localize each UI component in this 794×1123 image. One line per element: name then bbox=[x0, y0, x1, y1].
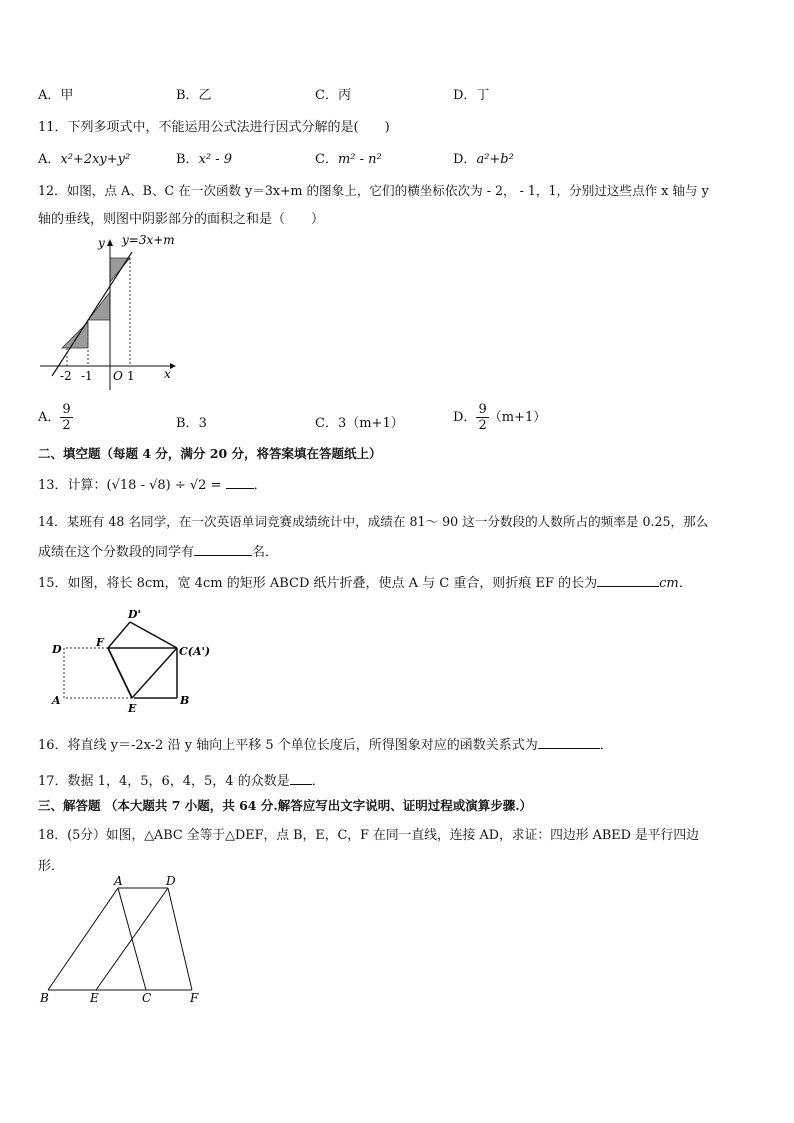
segment-ab bbox=[48, 888, 118, 990]
q10-option-c: C．丙 bbox=[315, 88, 351, 103]
q17-stem bbox=[38, 770, 325, 789]
q12-option-b bbox=[176, 412, 207, 431]
q12-option-d bbox=[453, 402, 546, 433]
q16-text: 16．将直线 y＝-2x-2 沿 y 轴向上平移 5 个单位长度后，所得图象对应的函数关系式为 bbox=[38, 738, 538, 753]
x-axis-arrow bbox=[170, 363, 176, 369]
q11-option-c bbox=[315, 148, 382, 167]
option-label: C． bbox=[315, 152, 338, 167]
q13-prefix: 13．计算： bbox=[38, 478, 107, 493]
label-a: A bbox=[114, 874, 123, 888]
q16-answer-blank[interactable] bbox=[538, 735, 600, 749]
label-d-prime: D' bbox=[128, 608, 141, 621]
q17-text: ． bbox=[311, 774, 325, 789]
q18-stem-line2: 形． bbox=[38, 859, 65, 874]
q14-stem-line2 bbox=[38, 541, 278, 560]
option-label: A． bbox=[38, 410, 61, 425]
q12-stem-line2: 轴的垂线，则图中阴影部分的面积之和是（ ） bbox=[38, 212, 325, 227]
label-f: F bbox=[190, 991, 199, 1005]
q13-suffix: ． bbox=[253, 478, 267, 493]
q15-stem bbox=[38, 572, 692, 591]
function-label: y=3x+m bbox=[122, 233, 175, 247]
q18-figure bbox=[34, 874, 214, 1006]
q15-figure bbox=[44, 600, 234, 720]
option-label: A． bbox=[38, 152, 61, 167]
tick-label: -1 bbox=[81, 369, 93, 383]
q12-stem-line1: 12．如图，点 A、B、C 在一次函数 y＝3x+m 的图象上，它们的横坐标依次为 - 2， - 1，1，分别过这些点作 x 轴与 y bbox=[38, 183, 709, 198]
origin-label: O bbox=[113, 369, 123, 383]
option-value: 3 bbox=[198, 416, 207, 431]
edge-ec bbox=[132, 648, 177, 698]
option-label: D． bbox=[453, 410, 477, 425]
label-b: B bbox=[40, 991, 49, 1005]
option-label: C． bbox=[315, 416, 338, 431]
q12-graph bbox=[30, 230, 190, 395]
label-f: F bbox=[96, 636, 104, 649]
q16-text: ． bbox=[599, 738, 613, 753]
q11-option-a bbox=[38, 148, 130, 167]
label-a: A bbox=[52, 694, 61, 707]
segment-de bbox=[96, 888, 168, 990]
q18-stem-line1: 18．(5分）如图，△ABC 全等于△DEF，点 B，E，C，F 在同一直线，连接 AD，求证：四边形 ABED 是平行四边 bbox=[38, 828, 699, 843]
q10-option-b: B．乙 bbox=[176, 88, 212, 103]
option-expr: x²+2xy+y² bbox=[60, 152, 131, 167]
option-expr: m² - n² bbox=[337, 152, 382, 167]
label-b: B bbox=[180, 694, 190, 707]
q11-stem: 11．下列多项式中，不能运用公式法进行因式分解的是( ) bbox=[38, 120, 390, 135]
crease-ef bbox=[108, 648, 132, 698]
q12-option-c bbox=[315, 412, 404, 431]
q15-text: cm． bbox=[659, 576, 692, 591]
q14-text: 名． bbox=[252, 545, 279, 560]
q12-option-a bbox=[38, 402, 73, 433]
option-label: B． bbox=[176, 416, 199, 431]
option-expr: a²+b² bbox=[476, 152, 514, 167]
option-label: D． bbox=[453, 152, 477, 167]
q14-stem-line1: 14．某班有 48 名同学，在一次英语单词竞赛成绩统计中，成绩在 81～ 90 这一分数段的人数所占的频率是 0.25，那么 bbox=[38, 514, 709, 529]
fraction: $\frac{9}{2}$ bbox=[62, 402, 71, 433]
q16-stem bbox=[38, 734, 613, 753]
q13-answer-blank[interactable] bbox=[226, 475, 254, 489]
segment-df bbox=[168, 888, 192, 990]
q17-text: 17．数据 1，4，5，6，4，5，4 的众数是 bbox=[38, 774, 290, 789]
q14-answer-blank[interactable] bbox=[194, 542, 252, 556]
option-value: （m+1） bbox=[488, 410, 547, 425]
q10-option-a: A．甲 bbox=[38, 88, 74, 103]
label-e: E bbox=[128, 702, 137, 715]
x-axis-label: x bbox=[164, 367, 171, 381]
tick-label: -2 bbox=[60, 369, 72, 383]
label-c: C bbox=[142, 991, 152, 1005]
label-e: E bbox=[90, 991, 99, 1005]
y-axis-arrow bbox=[107, 239, 113, 246]
q11-option-b bbox=[176, 148, 232, 167]
edge-fd-prime bbox=[108, 622, 130, 648]
y-axis-label: y bbox=[98, 236, 105, 250]
label-c-a-prime: C(A') bbox=[179, 645, 211, 658]
function-line bbox=[52, 252, 132, 376]
label-d: D bbox=[166, 874, 176, 888]
q17-answer-blank[interactable] bbox=[290, 771, 312, 785]
section3-heading: 三、解答题 （本大题共 7 小题，共 64 分.解答应写出文字说明、证明过程或演算步骤.） bbox=[38, 798, 533, 813]
q13-line bbox=[38, 474, 267, 493]
q14-text: 成绩在这个分数段的同学有 bbox=[38, 545, 195, 560]
section2-heading: 二、填空题（每题 4 分，满分 20 分，将答案填在答题纸上） bbox=[38, 446, 382, 461]
q11-option-d bbox=[453, 148, 514, 167]
q10-option-d: D．丁 bbox=[453, 88, 490, 103]
q13-expression: (√18 - √8) ÷ √2 = bbox=[106, 478, 222, 493]
edge-d-prime-c bbox=[130, 622, 177, 648]
rect-dotted-edges bbox=[64, 648, 132, 698]
option-expr: x² - 9 bbox=[198, 152, 233, 167]
q15-text: 15．如图，将长 8cm，宽 4cm 的矩形 ABCD 纸片折叠，使点 A 与 C 重合，则折痕 EF 的长为 bbox=[38, 576, 598, 591]
option-value: 3（m+1） bbox=[337, 416, 404, 431]
option-label: B． bbox=[176, 152, 199, 167]
q15-answer-blank[interactable] bbox=[597, 573, 659, 587]
label-d: D bbox=[52, 643, 62, 656]
tick-label: 1 bbox=[127, 369, 135, 383]
fraction: $\frac{9}{2}$ bbox=[478, 402, 487, 433]
